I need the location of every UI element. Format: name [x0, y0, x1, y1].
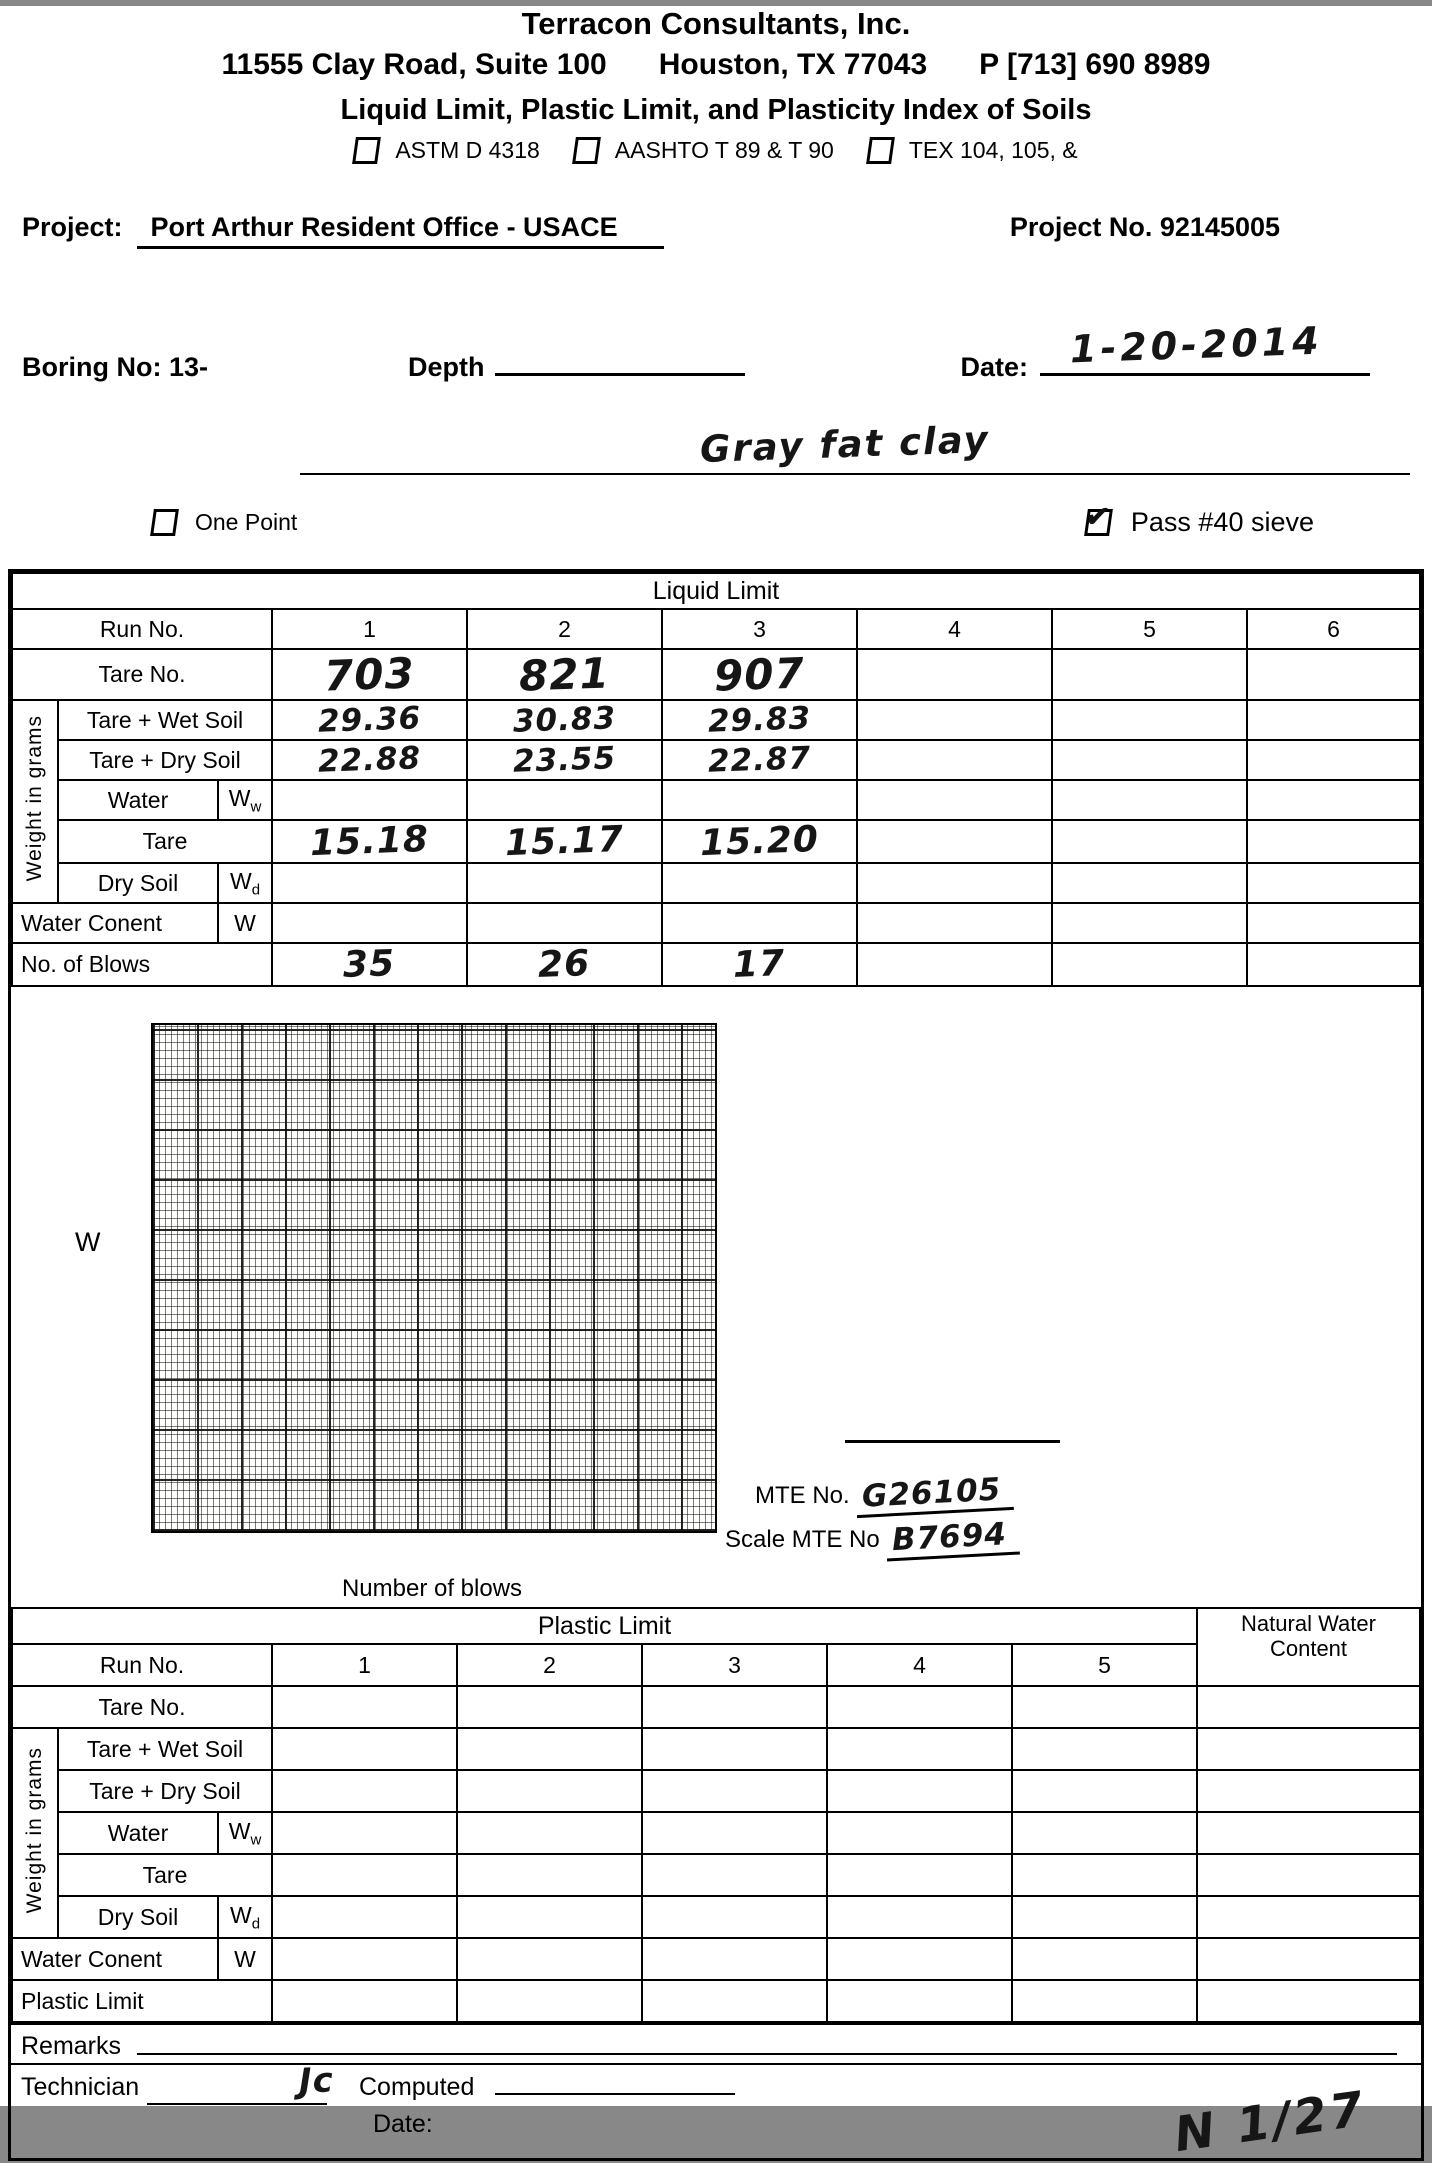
checkbox-one-point[interactable] — [150, 509, 179, 536]
scanned-form-sheet — [0, 6, 1432, 2163]
pl-tare-no-3 — [642, 1686, 827, 1728]
pl-tare-dry-2 — [457, 1770, 642, 1812]
soil-row — [0, 417, 1432, 477]
remarks-blank-line — [137, 2053, 1397, 2055]
technician-blank-line — [147, 2103, 327, 2105]
soil-note-handwritten: Gray fat clay — [699, 417, 991, 472]
ll-tare-wet-6 — [1247, 700, 1420, 740]
pl-tare-label: Tare — [58, 1854, 272, 1896]
pl-tare-2 — [457, 1854, 642, 1896]
ll-tare-4 — [857, 820, 1052, 863]
pl-tare-wet-3 — [642, 1728, 827, 1770]
natural-water-content-header: Natural Water Content — [1197, 1608, 1420, 1686]
ll-tare-no-3: 907 — [662, 649, 857, 700]
blank-rule-line — [845, 1440, 1060, 1443]
ll-water-content-label: Water Conent — [12, 903, 218, 943]
form-box — [8, 569, 1424, 2161]
ll-water-row — [12, 780, 1420, 820]
pl-tare-dry-4 — [827, 1770, 1012, 1812]
ll-run-label: Run No. — [12, 609, 272, 649]
pl-tare-nwc — [1197, 1854, 1420, 1896]
pl-run-5: 5 — [1012, 1644, 1197, 1686]
ll-dry-soil-3 — [662, 863, 857, 903]
ll-wc-4 — [857, 903, 1052, 943]
ll-tare-no-label: Tare No. — [12, 649, 272, 700]
pl-dry-soil-symbol: $W_d$ — [218, 1896, 272, 1938]
ll-tare-dry-3: 22.87 — [662, 740, 857, 780]
ll-water-content-symbol: W — [218, 903, 272, 943]
ll-water-2 — [467, 780, 662, 820]
pl-result-row — [12, 1980, 1420, 2022]
address-city: Houston, TX 77043 — [658, 48, 928, 81]
boring-row — [0, 318, 1432, 383]
ll-title-row — [12, 573, 1420, 609]
pl-tare-dry-3 — [642, 1770, 827, 1812]
ll-tare-no-6 — [1247, 649, 1420, 700]
ll-tare-no-1: 703 — [272, 649, 467, 700]
pl-tare-no-label: Tare No. — [12, 1686, 272, 1728]
ll-blows-2: 26 — [467, 943, 662, 986]
ll-tare-wet-5 — [1052, 700, 1247, 740]
pass-sieve-label: Pass #40 sieve — [1130, 506, 1314, 537]
pl-dry-soil-nwc — [1197, 1896, 1420, 1938]
project-name: Port Arthur Resident Office - USACE — [137, 212, 664, 249]
checkbox-pass-sieve[interactable] — [1083, 500, 1113, 536]
date-handwritten: 1-20-2014 — [1069, 318, 1324, 372]
pl-tare-wet-row — [12, 1728, 1420, 1770]
pl-dry-soil-1 — [272, 1896, 457, 1938]
graph-y-axis-label: W — [75, 1227, 101, 1257]
ll-run-row — [12, 609, 1420, 649]
pl-tare-no-5 — [1012, 1686, 1197, 1728]
pl-wc-3 — [642, 1938, 827, 1980]
ll-tare-1: 15.18 — [272, 820, 467, 863]
pl-result-4 — [827, 1980, 1012, 2022]
ll-tare-no-2: 821 — [467, 649, 662, 700]
depth-label: Depth — [408, 352, 485, 382]
ll-wc-2 — [467, 903, 662, 943]
project-label: Project: — [22, 212, 123, 242]
pl-water-3 — [642, 1812, 827, 1854]
ll-wc-5 — [1052, 903, 1247, 943]
ll-tare-dry-row — [12, 740, 1420, 780]
ll-tare-6 — [1247, 820, 1420, 863]
company-address-line — [0, 48, 1432, 82]
pl-tare-wet-5 — [1012, 1728, 1197, 1770]
pl-wc-1 — [272, 1938, 457, 1980]
ll-water-label: Water — [58, 780, 218, 820]
project-row — [0, 212, 1432, 249]
address-phone: P [713] 690 8989 — [979, 48, 1211, 81]
computed-block — [359, 2073, 735, 2139]
company-name: Terracon Consultants, Inc. — [521, 6, 911, 41]
ll-tare-row — [12, 820, 1420, 863]
pl-tare-dry-1 — [272, 1770, 457, 1812]
standard-aashto — [574, 137, 834, 164]
technician-handwritten: Jc — [298, 2060, 335, 2102]
ll-wc-6 — [1247, 903, 1420, 943]
scale-mte-no-label: Scale MTE No — [725, 1526, 880, 1553]
pl-tare-wet-2 — [457, 1728, 642, 1770]
liquid-limit-table — [11, 572, 1421, 987]
remarks-row — [11, 2023, 1421, 2063]
ll-dry-soil-2 — [467, 863, 662, 903]
pl-tare-wet-nwc — [1197, 1728, 1420, 1770]
ll-water-5 — [1052, 780, 1247, 820]
one-point-label: One Point — [195, 508, 298, 535]
pl-dry-soil-2 — [457, 1896, 642, 1938]
ll-dry-soil-1 — [272, 863, 467, 903]
pl-run-2: 2 — [457, 1644, 642, 1686]
ll-run-6: 6 — [1247, 609, 1420, 649]
ll-blows-1: 35 — [272, 943, 467, 986]
pl-water-2 — [457, 1812, 642, 1854]
pl-tare-no-1 — [272, 1686, 457, 1728]
ll-blows-label: No. of Blows — [12, 943, 272, 986]
ll-tare-3: 15.20 — [662, 820, 857, 863]
depth-blank-line — [495, 373, 745, 376]
options-row — [0, 500, 1432, 541]
pl-tare-3 — [642, 1854, 827, 1896]
pl-water-nwc — [1197, 1812, 1420, 1854]
boring-label: Boring No: 13- — [22, 352, 208, 382]
ll-blows-row — [12, 943, 1420, 986]
pl-tare-4 — [827, 1854, 1012, 1896]
computed-label: Computed — [359, 2073, 475, 2101]
pl-dry-soil-4 — [827, 1896, 1012, 1938]
flow-curve-graph-section — [11, 987, 1421, 1607]
pl-result-5 — [1012, 1980, 1197, 2022]
ll-water-1 — [272, 780, 467, 820]
date-label: Date: — [960, 352, 1028, 382]
pl-tare-dry-nwc — [1197, 1770, 1420, 1812]
ll-water-3 — [662, 780, 857, 820]
standard-tex-label: TEX 104, 105, & — [908, 137, 1078, 163]
pl-water-5 — [1012, 1812, 1197, 1854]
pl-tare-dry-5 — [1012, 1770, 1197, 1812]
pl-result-3 — [642, 1980, 827, 2022]
remarks-label: Remarks — [21, 2032, 122, 2060]
graph-x-axis-label: Number of blows — [341, 1575, 523, 1602]
ll-run-2: 2 — [467, 609, 662, 649]
address-street: 11555 Clay Road, Suite 100 — [221, 48, 607, 81]
ll-tare-5 — [1052, 820, 1247, 863]
signoff-handwritten: N 1/27 — [1171, 2080, 1370, 2163]
ll-tare-dry-1: 22.88 — [272, 740, 467, 780]
technician-label: Technician — [21, 2073, 140, 2101]
pl-tare-no-row — [12, 1686, 1420, 1728]
ll-dry-soil-6 — [1247, 863, 1420, 903]
standard-astm — [354, 137, 539, 164]
pl-tare-wet-1 — [272, 1728, 457, 1770]
ll-dry-soil-row — [12, 863, 1420, 903]
mte-no-line — [755, 1471, 1013, 1515]
ll-blows-6 — [1247, 943, 1420, 986]
pl-tare-1 — [272, 1854, 457, 1896]
check-icon: ✔ — [1083, 500, 1112, 532]
computed-date-label: Date: — [373, 2110, 433, 2138]
ll-run-3: 3 — [662, 609, 857, 649]
one-point-option — [152, 509, 297, 536]
ll-tare-wet-3: 29.83 — [662, 700, 857, 740]
pl-wc-2 — [457, 1938, 642, 1980]
pl-tare-dry-label: Tare + Dry Soil — [58, 1770, 272, 1812]
scale-mte-no-line — [725, 1516, 1019, 1559]
ll-tare-dry-label: Tare + Dry Soil — [58, 740, 272, 780]
computed-blank-line — [495, 2093, 735, 2095]
pl-dry-soil-3 — [642, 1896, 827, 1938]
date-group — [960, 318, 1370, 383]
ll-tare-dry-4 — [857, 740, 1052, 780]
ll-blows-3: 17 — [662, 943, 857, 986]
ll-run-4: 4 — [857, 609, 1052, 649]
ll-run-5: 5 — [1052, 609, 1247, 649]
ll-dry-soil-symbol: $W_d$ — [218, 863, 272, 903]
pl-water-row — [12, 1812, 1420, 1854]
checkbox-tex[interactable] — [866, 137, 895, 164]
pl-result-label: Plastic Limit — [12, 1980, 272, 2022]
standard-astm-label: ASTM D 4318 — [395, 137, 540, 163]
pl-tare-no-2 — [457, 1686, 642, 1728]
pl-dry-soil-5 — [1012, 1896, 1197, 1938]
pl-water-1 — [272, 1812, 457, 1854]
ll-tare-label: Tare — [58, 820, 272, 863]
ll-wc-1 — [272, 903, 467, 943]
ll-dry-soil-4 — [857, 863, 1052, 903]
ll-tare-wet-row — [12, 700, 1420, 740]
ll-tare-dry-6 — [1247, 740, 1420, 780]
pl-dry-soil-label: Dry Soil — [58, 1896, 218, 1938]
standard-aashto-label: AASHTO T 89 & T 90 — [614, 137, 834, 163]
pl-title-row — [12, 1608, 1420, 1644]
mte-no-handwritten: G26105 — [855, 1471, 1014, 1518]
scale-mte-no-handwritten: B7694 — [885, 1516, 1020, 1562]
ll-dry-soil-label: Dry Soil — [58, 863, 218, 903]
pl-water-label: Water — [58, 1812, 218, 1854]
checkbox-astm[interactable] — [352, 137, 381, 164]
ll-blows-4 — [857, 943, 1052, 986]
project-number: Project No. 92145005 — [1009, 212, 1280, 242]
ll-water-4 — [857, 780, 1052, 820]
pl-tare-wet-label: Tare + Wet Soil — [58, 1728, 272, 1770]
standard-tex — [868, 137, 1078, 164]
ll-water-content-row — [12, 903, 1420, 943]
standards-row — [0, 137, 1432, 164]
ll-weight-in-grams-label: Weight in grams — [12, 700, 58, 903]
pl-run-1: 1 — [272, 1644, 457, 1686]
pl-water-symbol: $W_w$ — [218, 1812, 272, 1854]
ll-tare-2: 15.17 — [467, 820, 662, 863]
date-line — [1040, 318, 1370, 376]
ll-water-6 — [1247, 780, 1420, 820]
ll-run-1: 1 — [272, 609, 467, 649]
pl-dry-soil-row — [12, 1896, 1420, 1938]
technician-row — [11, 2060, 1421, 2163]
ll-tare-no-5 — [1052, 649, 1247, 700]
pl-tare-5 — [1012, 1854, 1197, 1896]
pl-result-1 — [272, 1980, 457, 2022]
mte-no-label: MTE No. — [755, 1482, 850, 1509]
ll-tare-wet-4 — [857, 700, 1052, 740]
pl-tare-dry-row — [12, 1770, 1420, 1812]
plastic-limit-title: Plastic Limit — [12, 1608, 1197, 1644]
ll-water-symbol: $W_w$ — [218, 780, 272, 820]
pl-wc-nwc — [1197, 1938, 1420, 1980]
ll-blows-5 — [1052, 943, 1247, 986]
ll-tare-dry-5 — [1052, 740, 1247, 780]
ll-tare-no-row — [12, 649, 1420, 700]
pl-tare-row — [12, 1854, 1420, 1896]
ll-wc-3 — [662, 903, 857, 943]
pl-wc-5 — [1012, 1938, 1197, 1980]
pl-run-label: Run No. — [12, 1644, 272, 1686]
pl-tare-no-nwc — [1197, 1686, 1420, 1728]
pl-water-4 — [827, 1812, 1012, 1854]
checkbox-aashto[interactable] — [572, 137, 601, 164]
pl-tare-no-4 — [827, 1686, 1012, 1728]
pl-result-2 — [457, 1980, 642, 2022]
ll-tare-wet-label: Tare + Wet Soil — [58, 700, 272, 740]
ll-dry-soil-5 — [1052, 863, 1247, 903]
pl-water-content-symbol: W — [218, 1938, 272, 1980]
pl-result-nwc — [1197, 1980, 1420, 2022]
pl-wc-4 — [827, 1938, 1012, 1980]
liquid-limit-title: Liquid Limit — [12, 573, 1420, 609]
ll-tare-no-4 — [857, 649, 1052, 700]
pl-run-4: 4 — [827, 1644, 1012, 1686]
ll-tare-wet-2: 30.83 — [467, 700, 662, 740]
ll-tare-wet-1: 29.36 — [272, 700, 467, 740]
pl-water-content-label: Water Conent — [12, 1938, 218, 1980]
pl-water-content-row — [12, 1938, 1420, 1980]
plastic-limit-table — [11, 1607, 1421, 2023]
pass-sieve-option — [1083, 500, 1314, 538]
ll-tare-dry-2: 23.55 — [467, 740, 662, 780]
semilog-graph-paper — [151, 1023, 717, 1533]
pl-weight-in-grams-label: Weight in grams — [12, 1728, 58, 1938]
pl-run-3: 3 — [642, 1644, 827, 1686]
pl-tare-wet-4 — [827, 1728, 1012, 1770]
form-title: Liquid Limit, Plastic Limit, and Plasticity Index of Soils — [340, 94, 1092, 126]
